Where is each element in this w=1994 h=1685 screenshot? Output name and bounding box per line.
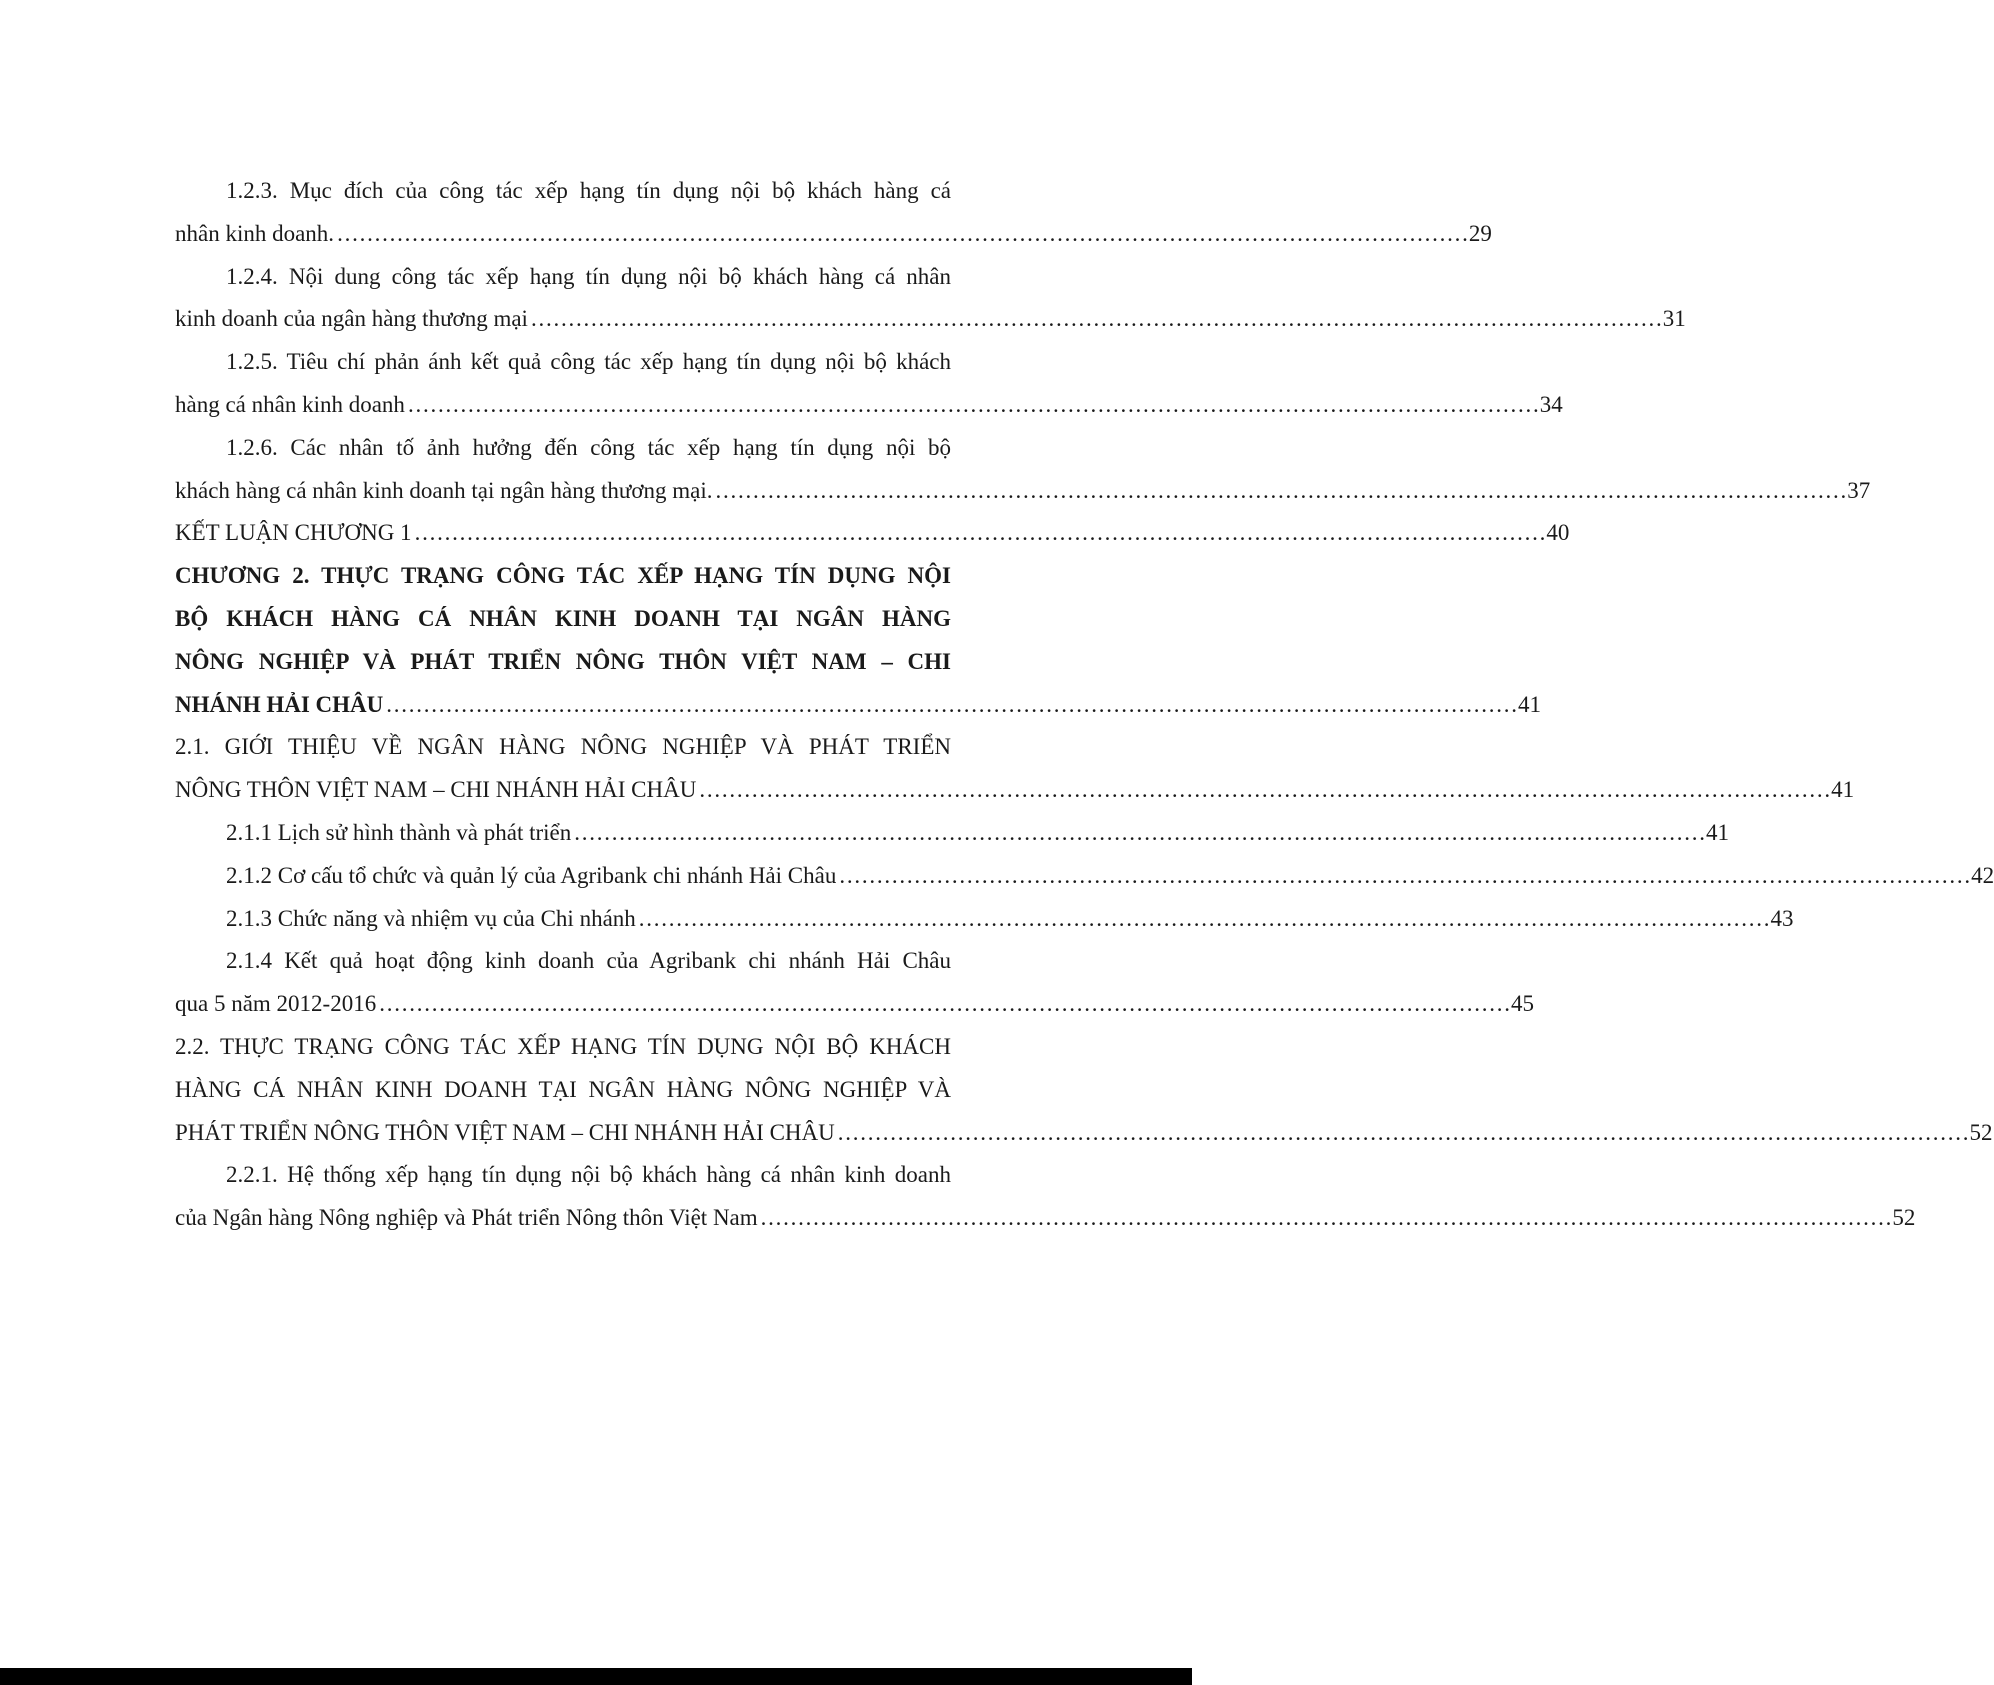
toc-entry-text: 1.2.6. Các nhân tố ảnh hưởng đến công tác xếp hạng tín dụng nội bộ bbox=[226, 434, 951, 460]
toc-entry-text: HÀNG CÁ NHÂN KINH DOANH TẠI NGÂN HÀNG NÔNG NGHIỆP VÀ bbox=[175, 1076, 951, 1102]
toc-entry[interactable] bbox=[175, 512, 1570, 555]
dot-leader bbox=[574, 812, 1703, 855]
toc-entry-text: 1.2.3. Mục đích của công tác xếp hạng tín dụng nội bộ khách hàng cá bbox=[226, 178, 951, 203]
toc-entry-text: PHÁT TRIỂN NÔNG THÔN VIỆT NAM – CHI NHÁNH HẢI CHÂU bbox=[175, 1119, 835, 1145]
toc-entry-text: KẾT LUẬN CHƯƠNG 1 bbox=[175, 520, 412, 546]
toc-page-number: 45 bbox=[1510, 991, 1534, 1017]
toc-page-number: 41 bbox=[1831, 777, 1855, 803]
toc-page-number: 37 bbox=[1847, 477, 1871, 503]
toc-entry-text: 2.1. GIỚI THIỆU VỀ NGÂN HÀNG NÔNG NGHIỆP VÀ PHÁT TRIỂN bbox=[175, 734, 951, 760]
toc-entry-text: nhân kinh doanh. bbox=[175, 220, 335, 246]
toc-entry-text: 2.1.3 Chức năng và nhiệm vụ của Chi nhánh bbox=[226, 905, 636, 931]
toc-entry-text: qua 5 năm 2012-2016 bbox=[175, 991, 377, 1017]
toc-entry-text: 1.2.4. Nội dung công tác xếp hạng tín dụng nội bộ khách hàng cá nhân bbox=[226, 263, 951, 289]
dot-leader bbox=[415, 512, 1544, 555]
toc-entry-text: khách hàng cá nhân kinh doanh tại ngân hàng thương mại. bbox=[175, 477, 713, 503]
toc-page-number: 40 bbox=[1546, 520, 1570, 546]
dot-leader bbox=[379, 983, 1508, 1026]
page-bottom-edge bbox=[0, 1668, 1192, 1685]
toc-chapter-entry[interactable] bbox=[175, 555, 1542, 726]
dot-leader bbox=[839, 855, 1968, 898]
toc-entry[interactable] bbox=[175, 812, 1730, 855]
dot-leader bbox=[639, 898, 1768, 941]
toc-entry[interactable] bbox=[175, 1026, 1993, 1154]
toc-page-number: 42 bbox=[1971, 862, 1994, 888]
toc-entry-text: 2.2.1. Hệ thống xếp hạng tín dụng nội bộ khách hàng cá nhân kinh doanh bbox=[226, 1162, 951, 1188]
dot-leader bbox=[386, 684, 1515, 727]
toc-entry-text: hàng cá nhân kinh doanh bbox=[175, 391, 405, 417]
toc-page-number: 29 bbox=[1468, 220, 1492, 246]
table-of-contents bbox=[175, 170, 1994, 1240]
toc-entry[interactable] bbox=[175, 427, 1871, 513]
toc-page-number: 41 bbox=[1518, 691, 1542, 717]
toc-page-number: 52 bbox=[1969, 1119, 1993, 1145]
dot-leader bbox=[408, 384, 1537, 427]
toc-entry[interactable] bbox=[175, 256, 1686, 342]
dot-leader bbox=[699, 769, 1828, 812]
toc-entry-text: 1.2.5. Tiêu chí phản ánh kết quả công tác xếp hạng tín dụng nội bộ khách bbox=[226, 349, 951, 375]
toc-entry[interactable] bbox=[175, 855, 1994, 898]
toc-entry-text: CHƯƠNG 2. THỰC TRẠNG CÔNG TÁC XẾP HẠNG TÍN DỤNG NỘI bbox=[175, 563, 951, 589]
toc-entry-text: 2.2. THỰC TRẠNG CÔNG TÁC XẾP HẠNG TÍN DỤNG NỘI BỘ KHÁCH bbox=[175, 1033, 951, 1059]
toc-page-number: 52 bbox=[1892, 1205, 1916, 1231]
toc-page-number: 43 bbox=[1770, 905, 1794, 931]
toc-entry[interactable] bbox=[175, 898, 1794, 941]
toc-entry-text: 2.1.1 Lịch sử hình thành và phát triển bbox=[226, 819, 572, 845]
toc-entry-text: 2.1.2 Cơ cấu tổ chức và quản lý của Agribank chi nhánh Hải Châu bbox=[226, 862, 837, 888]
toc-entry[interactable] bbox=[175, 940, 1534, 1026]
toc-page-number: 34 bbox=[1539, 391, 1563, 417]
toc-entry[interactable] bbox=[175, 1154, 1916, 1240]
dot-leader bbox=[531, 298, 1660, 341]
toc-entry-text: NÔNG THÔN VIỆT NAM – CHI NHÁNH HẢI CHÂU bbox=[175, 777, 697, 803]
dot-leader bbox=[337, 213, 1466, 256]
toc-entry-text: của Ngân hàng Nông nghiệp và Phát triển Nông thôn Việt Nam bbox=[175, 1205, 758, 1231]
dot-leader bbox=[761, 1197, 1890, 1240]
toc-entry-text: NÔNG NGHIỆP VÀ PHÁT TRIỂN NÔNG THÔN VIỆT NAM – CHI bbox=[175, 648, 951, 674]
toc-page-number: 41 bbox=[1706, 819, 1730, 845]
toc-entry[interactable] bbox=[175, 170, 1492, 256]
dot-leader bbox=[716, 470, 1845, 513]
toc-entry-text: 2.1.4 Kết quả hoạt động kinh doanh của Agribank chi nhánh Hải Châu bbox=[226, 948, 951, 974]
toc-entry-text: kinh doanh của ngân hàng thương mại bbox=[175, 306, 528, 332]
toc-entry-text: BỘ KHÁCH HÀNG CÁ NHÂN KINH DOANH TẠI NGÂN HÀNG bbox=[175, 605, 951, 631]
toc-entry[interactable] bbox=[175, 726, 1855, 812]
toc-entry[interactable] bbox=[175, 341, 1563, 427]
dot-leader bbox=[838, 1112, 1967, 1155]
toc-page-number: 31 bbox=[1662, 306, 1686, 332]
toc-entry-text: NHÁNH HẢI CHÂU bbox=[175, 691, 384, 717]
